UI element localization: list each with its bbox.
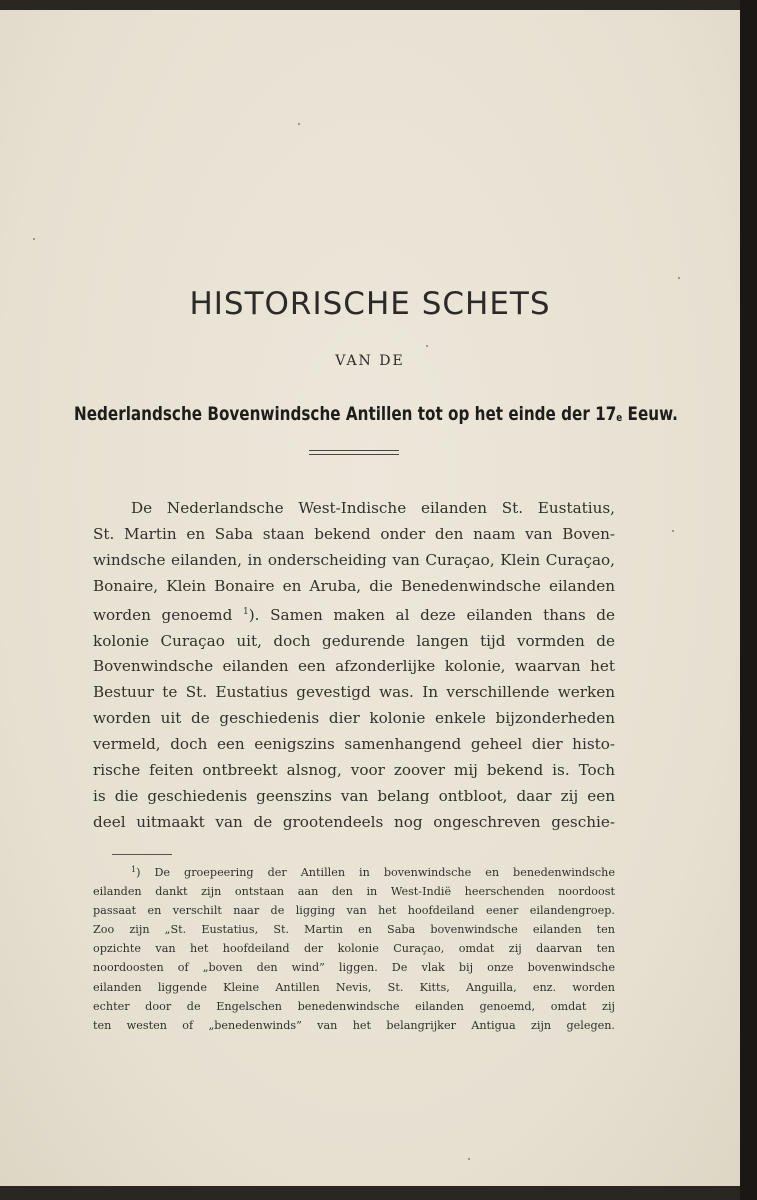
- footnote: [93, 860, 615, 1035]
- paper-speck: [678, 277, 680, 279]
- body-line: Bestuur te St. Eustatius gevestigd was. In verschillende werken: [93, 683, 615, 702]
- double-rule-divider: [309, 450, 399, 455]
- body-line: Bovenwindsche eilanden een afzonderlijke kolonie, waarvan het: [93, 657, 615, 676]
- paper-speck: [298, 123, 300, 125]
- paper-speck: [672, 530, 674, 532]
- paper-speck: [468, 1158, 470, 1160]
- body-line: kolonie Curaçao uit, doch gedurende langen tijd vormden de: [93, 631, 615, 650]
- scan-edge: [740, 0, 757, 1200]
- paper-speck: [426, 345, 428, 347]
- subtitle: VAN DE: [335, 353, 405, 369]
- body-line: De Nederlandsche West-Indische eilanden St. Eustatius,: [131, 499, 615, 517]
- book-page: [0, 10, 740, 1186]
- footnote-reference[interactable]: 1: [242, 606, 249, 617]
- footnote-line: noordoosten of „boven den wind” liggen. De vlak bij onze bovenwindsche: [93, 961, 615, 975]
- footnote-divider: [112, 854, 172, 855]
- body-line: is die geschiedenis geenszins van belang ontbloot, daar zij een: [93, 786, 615, 805]
- body-line-with-footnote-ref: worden genoemd $^1$). Samen maken al deze eilanden thans de: [93, 605, 616, 624]
- body-line: vermeld, doch een eenigszins samenhangend geheel dier histo-: [93, 735, 615, 754]
- footnote-line: passaat en verschilt naar de ligging van het hoofdeiland eener eilandengroep.: [93, 904, 615, 918]
- footnote-line-text: ) De groepeering der Antillen in bovenwindsche en benedenwindsche: [136, 866, 615, 879]
- body-line-start: worden genoemd: [93, 605, 233, 624]
- footnote-line: Zoo zijn „St. Eustatius, St. Martin en Saba bovenwindsche eilanden ten: [93, 923, 615, 937]
- footnote-line: echter door de Engelschen benedenwindsche eilanden genoemd, omdat zij: [93, 999, 615, 1013]
- subheading-end: Eeuw.: [622, 403, 678, 425]
- body-line: Bonaire, Klein Bonaire en Aruba, die Benedenwindsche eilanden: [93, 576, 615, 595]
- body-paragraph: [93, 496, 615, 836]
- subheading-main: Nederlandsche Bovenwindsche Antillen tot op het einde der 17: [74, 403, 617, 425]
- footnote-line: ten westen of „benedenwinds” van het belangrijker Antigua zijn gelegen.: [93, 1018, 615, 1032]
- page-title: HISTORISCHE SCHETS: [189, 286, 551, 322]
- footnote-line: eilanden dankt zijn ontstaan aan den in West-Indië heerschenden noordoost: [93, 885, 615, 899]
- body-line: windsche eilanden, in onderscheiding van Curaçao, Klein Curaçao,: [93, 550, 615, 569]
- footnote-line: [93, 860, 615, 882]
- footnote-line: eilanden liggende Kleine Antillen Nevis, St. Kitts, Anguilla, enz. worden: [93, 980, 615, 994]
- body-line: St. Martin en Saba staan bekend onder den naam van Boven-: [93, 524, 615, 543]
- footnote-line: opzichte van het hoofdeiland der kolonie Curaçao, omdat zij daarvan ten: [93, 942, 615, 956]
- body-line: deel uitmaakt van de grootendeels nog ongeschreven geschie-: [93, 812, 615, 831]
- subheading-superscript: e: [616, 411, 623, 424]
- body-line: worden uit de geschiedenis dier kolonie enkele bijzonderheden: [93, 709, 615, 728]
- footnote-mark: 1: [131, 865, 137, 874]
- body-line: rische feiten ontbreekt alsnog, voor zoover mij bekend is. Toch: [93, 761, 615, 780]
- paper-speck: [33, 238, 35, 240]
- subheading: [74, 403, 678, 425]
- body-line-rest: . Samen maken al deze eilanden thans de: [254, 605, 616, 624]
